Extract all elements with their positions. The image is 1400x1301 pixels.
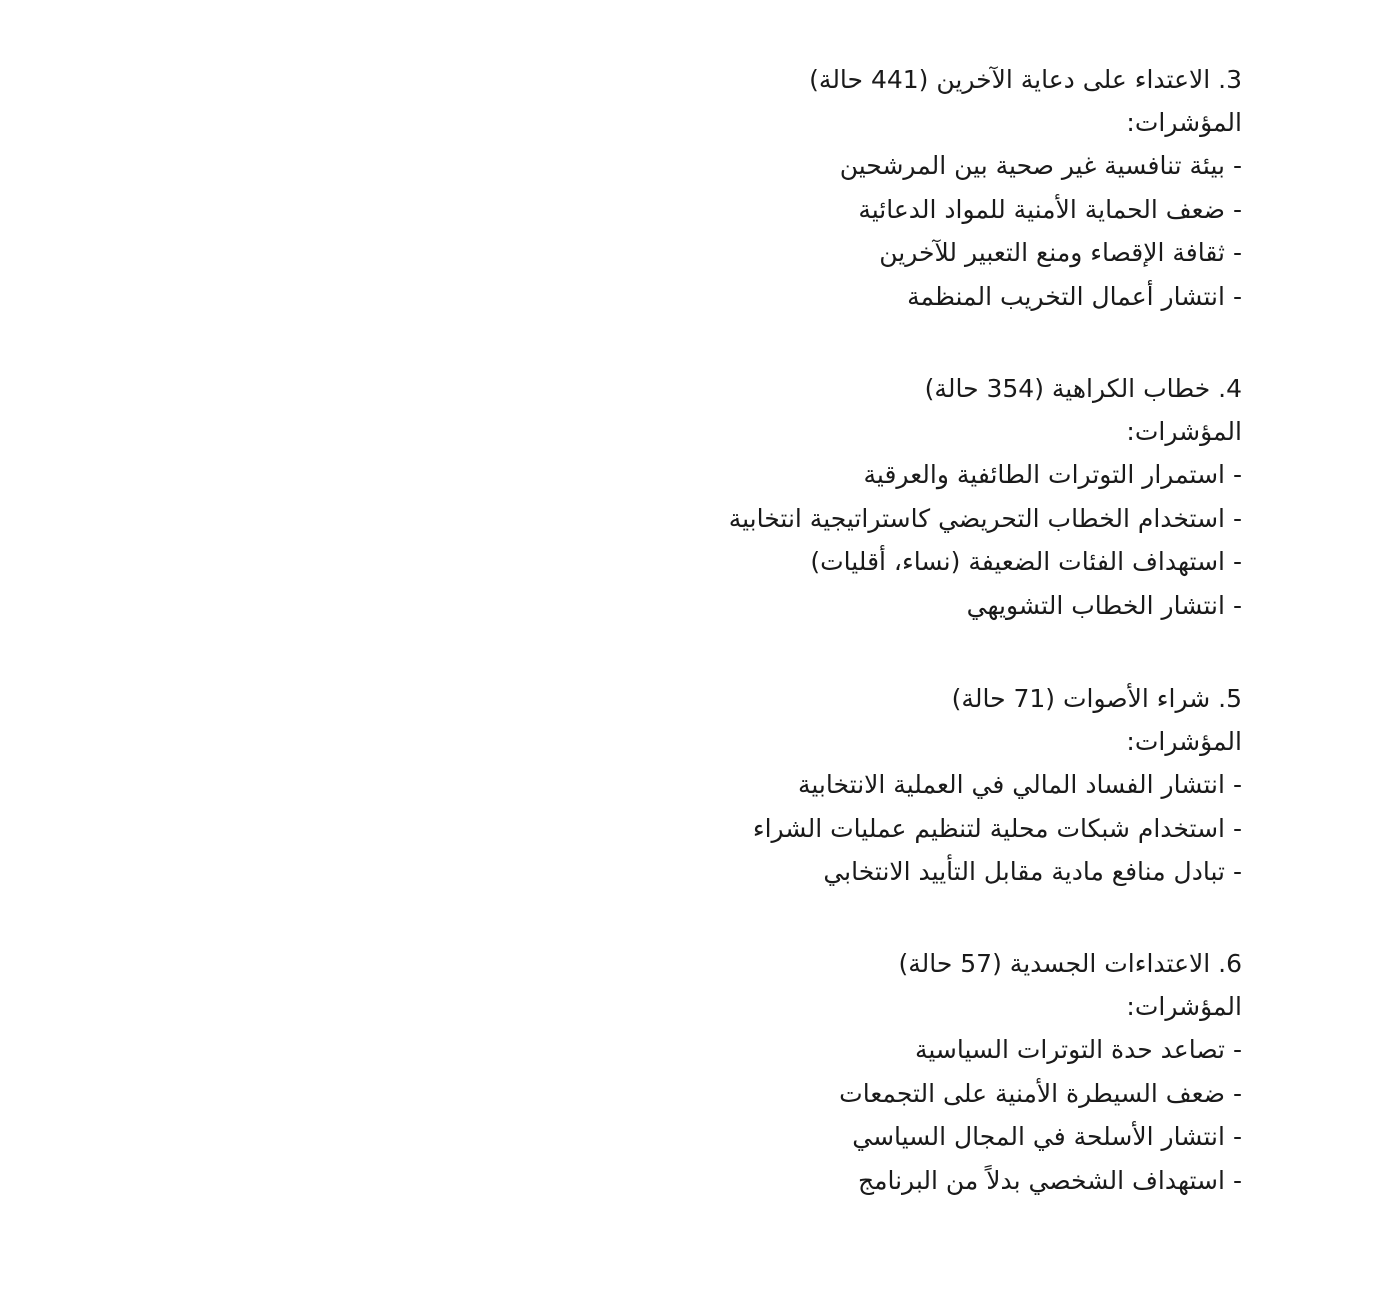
list-item: -استخدام شبكات محلية لتنظيم عمليات الشراء xyxy=(542,807,1242,851)
bullet-dash: - xyxy=(1232,813,1242,843)
section-vote-buying xyxy=(542,677,1242,894)
bullet-dash: - xyxy=(1232,1078,1242,1108)
indicators-list xyxy=(542,1028,1242,1202)
list-item: -استخدام الخطاب التحريضي كاستراتيجية انتخابية xyxy=(542,497,1242,541)
bullet-dash: - xyxy=(1232,1035,1242,1064)
list-item: -تصاعد حدة التوترات السياسية xyxy=(542,1028,1242,1072)
indicators-list xyxy=(542,144,1242,318)
section-heading: 4. خطاب الكراهية (354 حالة) xyxy=(924,374,1242,403)
section-heading: 6. الاعتداءات الجسدية (57 حالة) xyxy=(898,949,1242,978)
bullet-dash: - xyxy=(1232,590,1242,620)
indicators-list xyxy=(542,763,1242,894)
bullet-dash: - xyxy=(1232,194,1242,224)
bullet-dash: - xyxy=(1232,857,1242,886)
indicators-label: المؤشرات: xyxy=(1126,108,1242,137)
list-item: -انتشار أعمال التخريب المنظمة xyxy=(542,275,1242,319)
indicators-label: المؤشرات: xyxy=(1126,417,1242,446)
list-item: -انتشار الخطاب التشويهي xyxy=(542,584,1242,628)
bullet-dash: - xyxy=(1232,460,1242,489)
list-item: -ضعف السيطرة الأمنية على التجمعات xyxy=(542,1072,1242,1116)
indicators-label: المؤشرات: xyxy=(1126,992,1242,1021)
list-item: -ضعف الحماية الأمنية للمواد الدعائية xyxy=(542,188,1242,232)
indicators-list xyxy=(542,453,1242,627)
indicators-label: المؤشرات: xyxy=(1126,727,1242,756)
section-hate-speech xyxy=(542,367,1242,627)
bullet-dash: - xyxy=(1232,238,1242,267)
bullet-dash: - xyxy=(1232,151,1242,180)
list-item: -استهداف الفئات الضعيفة (نساء، أقليات) xyxy=(542,540,1242,584)
section-physical-assaults xyxy=(542,942,1242,1202)
bullet-dash: - xyxy=(1232,281,1242,311)
bullet-dash: - xyxy=(1232,503,1242,533)
list-item: -استهداف الشخصي بدلاً من البرنامج xyxy=(542,1159,1242,1203)
list-item: -بيئة تنافسية غير صحية بين المرشحين xyxy=(542,144,1242,188)
section-propaganda-attacks xyxy=(542,58,1242,318)
bullet-dash: - xyxy=(1232,547,1242,576)
bullet-dash: - xyxy=(1232,1165,1242,1195)
section-heading: 3. الاعتداء على دعاية الآخرين (441 حالة) xyxy=(809,65,1242,94)
bullet-dash: - xyxy=(1232,1122,1242,1151)
bullet-dash: - xyxy=(1232,770,1242,799)
list-item: -انتشار الفساد المالي في العملية الانتخابية xyxy=(542,763,1242,807)
section-heading: 5. شراء الأصوات (71 حالة) xyxy=(951,684,1242,713)
list-item: -استمرار التوترات الطائفية والعرقية xyxy=(542,453,1242,497)
list-item: -ثقافة الإقصاء ومنع التعبير للآخرين xyxy=(542,231,1242,275)
list-item: -انتشار الأسلحة في المجال السياسي xyxy=(542,1115,1242,1159)
list-item: -تبادل منافع مادية مقابل التأييد الانتخابي xyxy=(542,850,1242,894)
